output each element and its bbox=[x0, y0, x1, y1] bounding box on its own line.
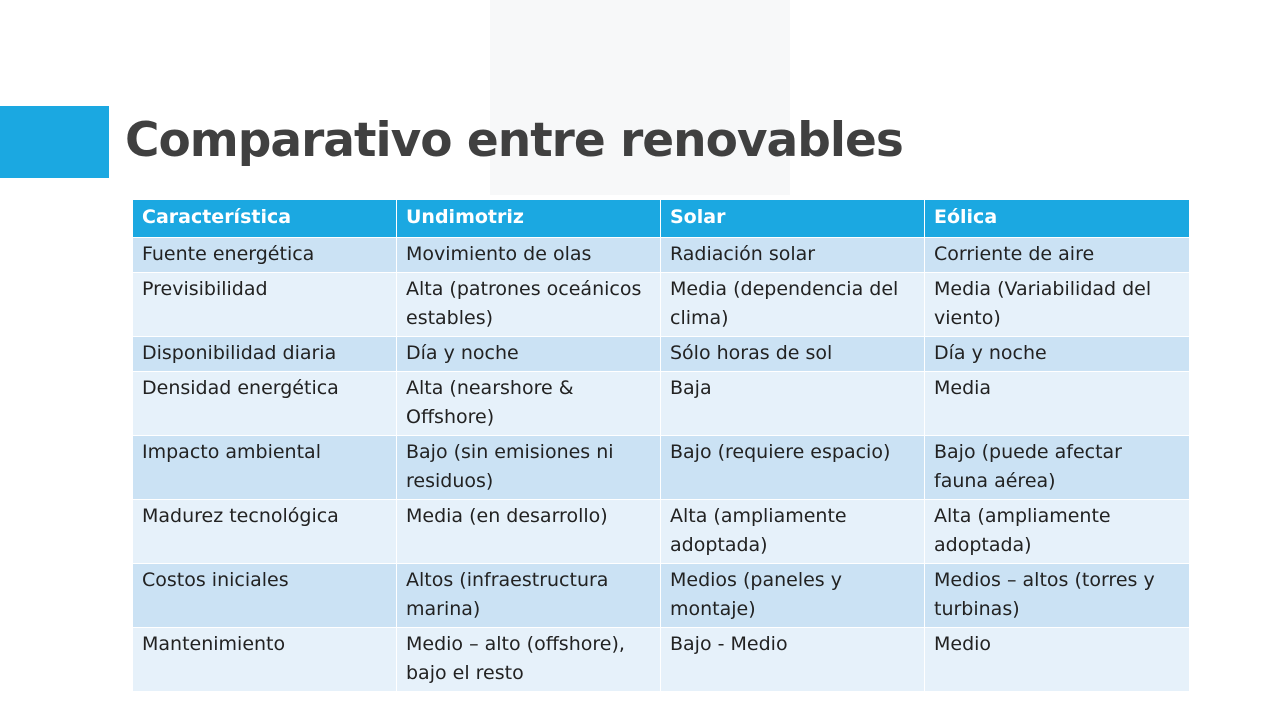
table-cell: Media (Variabilidad del viento) bbox=[925, 273, 1190, 337]
table-cell: Movimiento de olas bbox=[397, 238, 661, 273]
accent-bar bbox=[0, 106, 109, 178]
header-cell-solar: Solar bbox=[661, 200, 925, 238]
table-cell: Fuente energética bbox=[133, 238, 397, 273]
table-cell: Mantenimiento bbox=[133, 628, 397, 692]
table-cell: Bajo (requiere espacio) bbox=[661, 436, 925, 500]
table-header-row bbox=[133, 200, 1190, 238]
table-cell: Alta (ampliamente adoptada) bbox=[925, 500, 1190, 564]
table-cell: Altos (infraestructura marina) bbox=[397, 564, 661, 628]
table-cell: Media (en desarrollo) bbox=[397, 500, 661, 564]
table-cell: Alta (patrones oceánicos estables) bbox=[397, 273, 661, 337]
table-row bbox=[133, 238, 1190, 273]
table-cell: Sólo horas de sol bbox=[661, 337, 925, 372]
table-cell: Medios – altos (torres y turbinas) bbox=[925, 564, 1190, 628]
table-cell: Alta (nearshore & Offshore) bbox=[397, 372, 661, 436]
table-cell: Bajo (puede afectar fauna aérea) bbox=[925, 436, 1190, 500]
table-row bbox=[133, 273, 1190, 337]
table-row bbox=[133, 436, 1190, 500]
comparison-table bbox=[132, 199, 1190, 692]
table-cell: Baja bbox=[661, 372, 925, 436]
slide-title: Comparativo entre renovables bbox=[125, 113, 903, 168]
table-row bbox=[133, 628, 1190, 692]
table-cell: Día y noche bbox=[397, 337, 661, 372]
table-cell: Media (dependencia del clima) bbox=[661, 273, 925, 337]
table-cell: Medio bbox=[925, 628, 1190, 692]
table-cell: Corriente de aire bbox=[925, 238, 1190, 273]
table-row bbox=[133, 372, 1190, 436]
table-row bbox=[133, 500, 1190, 564]
table-cell: Bajo (sin emisiones ni residuos) bbox=[397, 436, 661, 500]
table-cell: Medio – alto (offshore), bajo el resto bbox=[397, 628, 661, 692]
table-cell: Alta (ampliamente adoptada) bbox=[661, 500, 925, 564]
table-cell: Impacto ambiental bbox=[133, 436, 397, 500]
table-cell: Previsibilidad bbox=[133, 273, 397, 337]
table-row bbox=[133, 337, 1190, 372]
table-cell: Madurez tecnológica bbox=[133, 500, 397, 564]
table-cell: Medios (paneles y montaje) bbox=[661, 564, 925, 628]
table-cell: Disponibilidad diaria bbox=[133, 337, 397, 372]
header-cell-eolica: Eólica bbox=[925, 200, 1190, 238]
header-cell-undimotriz: Undimotriz bbox=[397, 200, 661, 238]
table-row bbox=[133, 564, 1190, 628]
table-cell: Densidad energética bbox=[133, 372, 397, 436]
table-cell: Día y noche bbox=[925, 337, 1190, 372]
table-cell: Radiación solar bbox=[661, 238, 925, 273]
table-cell: Bajo - Medio bbox=[661, 628, 925, 692]
header-cell-caracteristica: Característica bbox=[133, 200, 397, 238]
table-cell: Costos iniciales bbox=[133, 564, 397, 628]
table-cell: Media bbox=[925, 372, 1190, 436]
